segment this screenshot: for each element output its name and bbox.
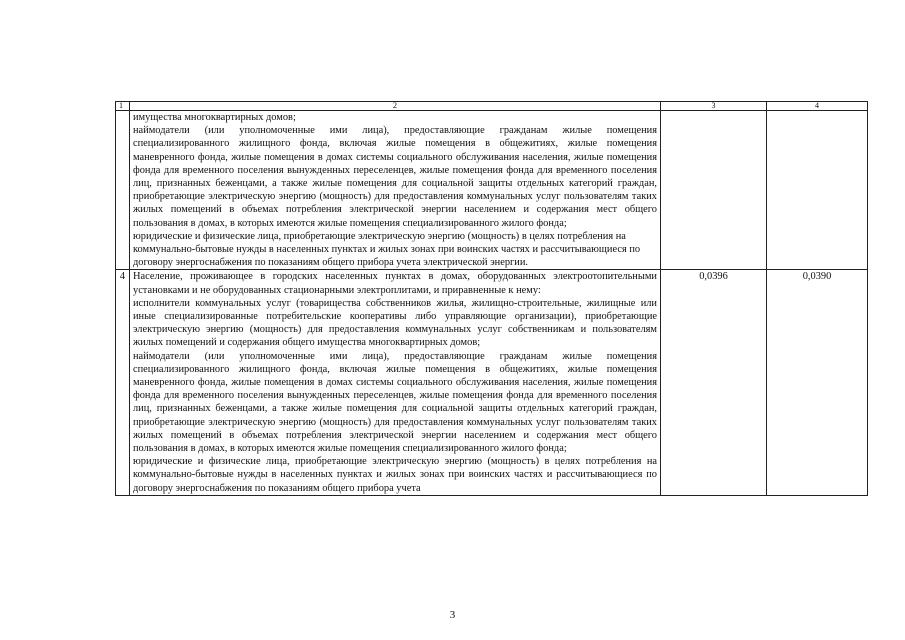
tariff-table	[115, 101, 868, 496]
paragraph: наймодатели (или уполномоченные ими лица), предоставляющие гражданам жилые помещения специализированного жилищного фонда, включая жилые помещения в общежитиях, жилые помещения маневренного фонда, жилые помещения в домах системы социального обслуживания населения, жилые помещения фонда для временного поселения вынужденных переселенцев, жилые помещения фонда для временного поселения лиц, признанных беженцами, а также жилые помещения для социальной защиты отдельных категорий граждан, приобретающие электрическую энергию (мощность) для предоставления коммунальных услуг пользователям таких жилых помещений в объемах потребления электрической энергии населением и содержания мест общего пользования в домах, в которых имеются жилые помещения специализированного жилого фонда;	[133, 350, 657, 455]
paragraph: юридические и физические лица, приобретающие электрическую энергию (мощность) в целях потребления на коммунально-бытовые нужды в населенных пунктах и жилых зонах при воинских частях и рассчитывающиеся по договору энергоснабжения по показаниям общего прибора учета электрической энергии.	[133, 230, 641, 269]
column-number-row	[116, 102, 868, 111]
row-value-4	[767, 111, 868, 270]
row-description	[130, 111, 661, 270]
paragraph: юридические и физические лица, приобретающие электрическую энергию (мощность) в целях потребления на коммунально-бытовые нужды в населенных пунктах и жилых зонах при воинских частях и рассчитывающиеся по договору энергоснабжения по показаниям общего прибора учета	[133, 456, 657, 494]
row-value-3	[661, 111, 767, 270]
page-number: 3	[449, 609, 456, 621]
row-value-3: 0,0396	[661, 270, 767, 495]
table-row-4	[116, 270, 868, 495]
paragraph: Население, проживающее в городских населенных пунктах в домах, оборудованных электроотопительными установками и не оборудованных стационарными электроплитами, и приравненные к нему:	[133, 271, 657, 296]
row-number: 4	[116, 270, 130, 495]
column-number-2: 2	[130, 102, 661, 111]
row-number-cell	[116, 111, 130, 270]
paragraph: наймодатели (или уполномоченные ими лица), предоставляющие гражданам жилые помещения специализированного жилищного фонда, включая жилые помещения в общежитиях, жилые помещения маневренного фонда, жилые помещения в домах системы социального обслуживания населения, жилые помещения фонда для временного поселения вынужденных переселенцев, жилые помещения фонда для временного поселения лиц, признанных беженцами, а также жилые помещения для социальной защиты отдельных категорий граждан, приобретающие электрическую энергию (мощность) для предоставления коммунальных услуг пользователям таких жилых помещений в объемах потребления электрической энергии населением и содержания мест общего пользования в домах, в которых имеются жилые помещения специализированного жилого фонда;	[133, 125, 657, 229]
column-number-1: 1	[116, 102, 130, 111]
paragraph: имущества многоквартирных домов;	[133, 112, 296, 123]
row-description	[130, 270, 661, 495]
column-number-3: 3	[661, 102, 767, 111]
paragraph: исполнители коммунальных услуг (товарищества собственников жилья, жилищно-строительные, жилищные или иные специализированные потребительские кооперативы либо управляющие организации), приобретающие электрическую энергию (мощность) для предоставления коммунальных услуг собственникам и пользователям жилых помещений и содержания общего имущества многоквартирных домов;	[133, 297, 657, 349]
row-value-4: 0,0390	[767, 270, 868, 495]
column-number-4: 4	[767, 102, 868, 111]
table-row-continued	[116, 111, 868, 270]
